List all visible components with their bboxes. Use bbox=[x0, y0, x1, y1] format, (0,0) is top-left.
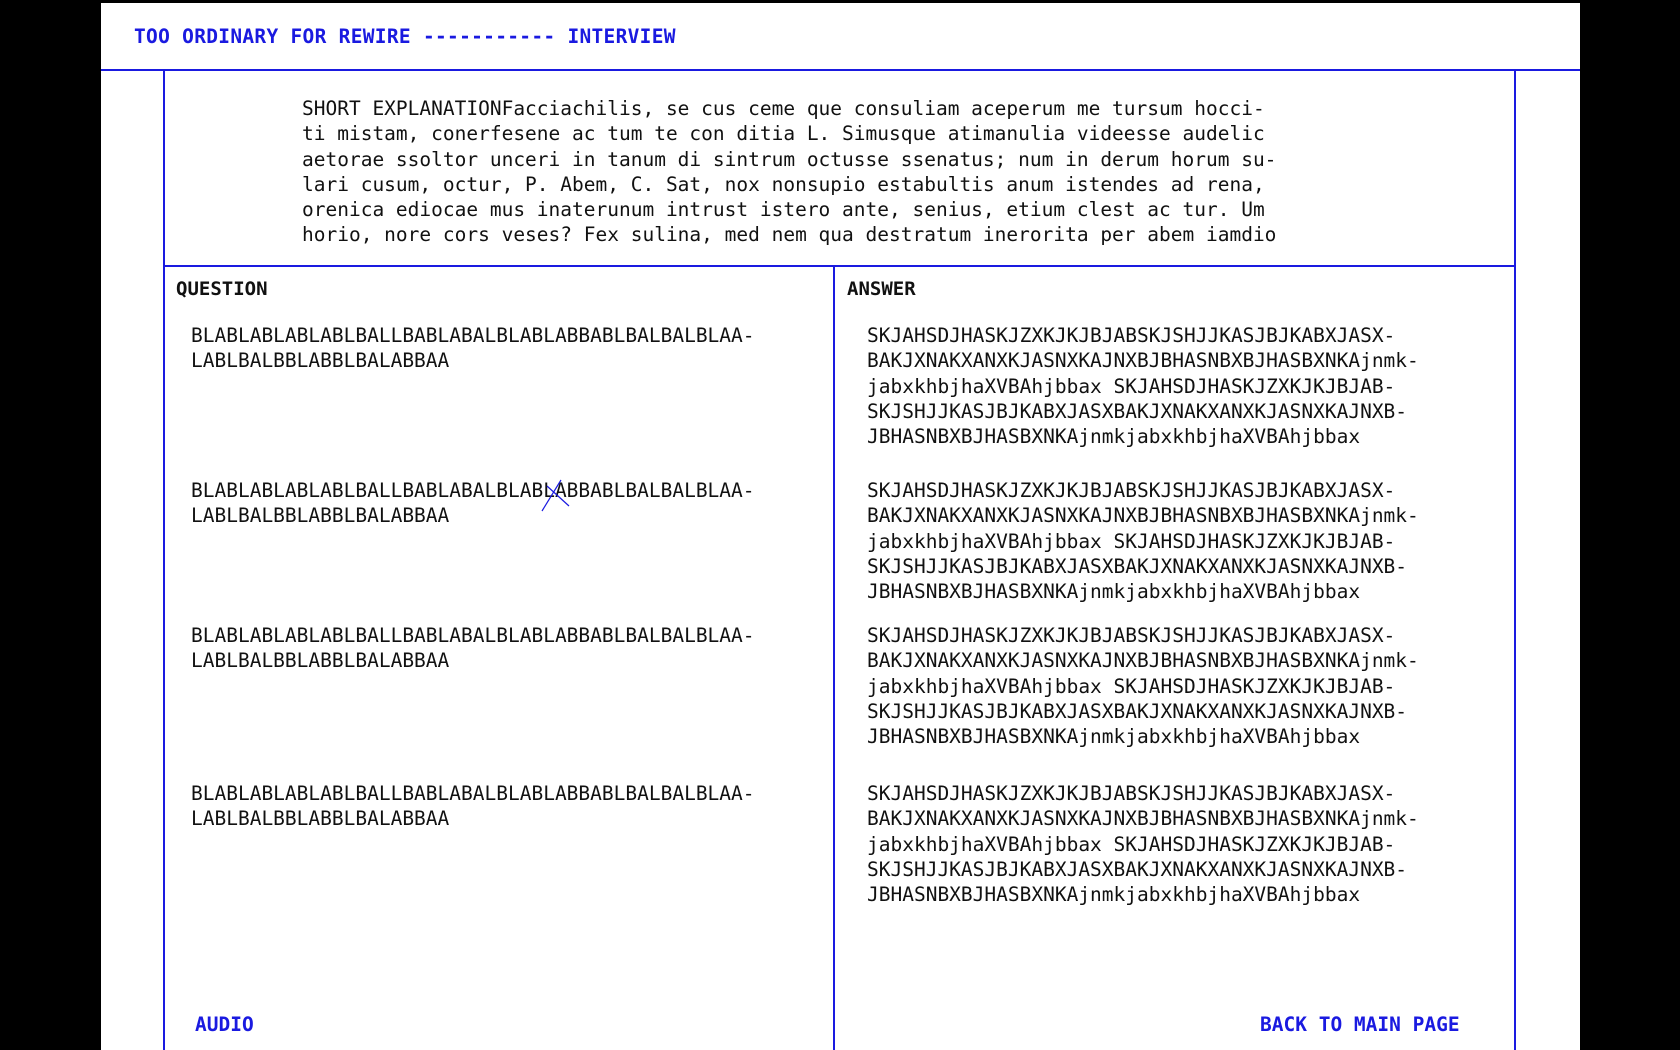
answer-line: BAKJXNAKXANXKJASNXKAJNXBJBHASNBXBJHASBXNKAjnmk- bbox=[867, 649, 1419, 673]
cursor-icon bbox=[539, 476, 571, 514]
answer-3 bbox=[867, 623, 1419, 749]
answer-line: BAKJXNAKXANXKJASNXKAJNXBJBHASNBXBJHASBXNKAjnmk- bbox=[867, 349, 1419, 373]
answer-line: SKJSHJJKASJBJKABXJASXBAKJXNAKXANXKJASNXKAJNXB- bbox=[867, 554, 1408, 578]
question-line: LABLBALBBLABBLBALABBAA bbox=[191, 807, 450, 831]
explanation-line: ti mistam, conerfesene ac tum te con ditia L. Simusque atimanulia videesse audelic bbox=[302, 122, 1265, 146]
answer-4 bbox=[867, 781, 1419, 907]
explanation-line: horio, nore cors veses? Fex sulina, med nem qua destratum inerorita per abem iamdio bbox=[302, 223, 1277, 247]
explanation-line: SHORT EXPLANATIONFacciachilis, se cus ceme que consuliam aceperum me tursum hocci- bbox=[302, 97, 1265, 120]
question-line: BLABLABLABLABLBALLBABLABALBLABLABBABLBALBALBLAA- bbox=[191, 324, 755, 347]
answer-line: jabxkhbjhaXVBAhjbbax SKJAHSDJHASKJZXKJKJBJAB- bbox=[867, 674, 1396, 698]
interview-page bbox=[101, 3, 1580, 1050]
question-4 bbox=[191, 781, 755, 832]
explanation-line: orenica ediocae mus inaterunum intrust istero ante, senius, etium clest ac tur. Um bbox=[302, 198, 1265, 222]
site-title-link[interactable]: TOO ORDINARY FOR REWIRE ----------- INTERVIEW bbox=[134, 25, 676, 48]
question-line: BLABLABLABLABLBALLBABLABALBLABLABBABLBALBALBLAA- bbox=[191, 479, 755, 502]
explanation-line: aetorae ssoltor unceri in tanum di sintrum octusse ssenatus; num in derum horum su- bbox=[302, 147, 1277, 171]
audio-link[interactable]: AUDIO bbox=[195, 1013, 254, 1036]
answer-1 bbox=[867, 323, 1419, 449]
answer-2 bbox=[867, 478, 1419, 604]
question-3 bbox=[191, 623, 755, 674]
answer-line: JBHASNBXBJHASBXNKAjnmkjabxkhbjhaXVBAhjbbax bbox=[867, 725, 1361, 749]
answer-line: SKJSHJJKASJBJKABXJASXBAKJXNAKXANXKJASNXKAJNXB- bbox=[867, 699, 1408, 723]
question-line: LABLBALBBLABBLBALABBAA bbox=[191, 504, 450, 528]
answer-heading: ANSWER bbox=[847, 278, 916, 300]
question-heading: QUESTION bbox=[176, 278, 268, 300]
right-frame-rule bbox=[1514, 71, 1516, 1050]
answer-line: SKJAHSDJHASKJZXKJKJBJABSKJSHJJKASJBJKABXJASX- bbox=[867, 624, 1396, 647]
answer-line: SKJSHJJKASJBJKABXJASXBAKJXNAKXANXKJASNXKAJNXB- bbox=[867, 857, 1408, 881]
question-1 bbox=[191, 323, 755, 374]
short-explanation bbox=[302, 96, 1462, 248]
answer-line: JBHASNBXBJHASBXNKAjnmkjabxkhbjhaXVBAhjbbax bbox=[867, 580, 1361, 604]
answer-line: BAKJXNAKXANXKJASNXKAJNXBJBHASNBXBJHASBXNKAjnmk- bbox=[867, 504, 1419, 528]
page-header bbox=[101, 3, 1580, 71]
question-line: BLABLABLABLABLBALLBABLABALBLABLABBABLBALBALBLAA- bbox=[191, 624, 755, 647]
answer-line: BAKJXNAKXANXKJASNXKAJNXBJBHASNBXBJHASBXNKAjnmk- bbox=[867, 807, 1419, 831]
answer-line: JBHASNBXBJHASBXNKAjnmkjabxkhbjhaXVBAhjbbax bbox=[867, 883, 1361, 907]
back-to-main-page-link[interactable]: BACK TO MAIN PAGE bbox=[1260, 1013, 1460, 1036]
explanation-line: lari cusum, octur, P. Abem, C. Sat, nox nonsupio estabultis anum istendes ad rena, bbox=[302, 172, 1265, 196]
question-line: BLABLABLABLABLBALLBABLABALBLABLABBABLBALBALBLAA- bbox=[191, 782, 755, 805]
answer-line: SKJAHSDJHASKJZXKJKJBJABSKJSHJJKASJBJKABXJASX- bbox=[867, 324, 1396, 347]
section-divider bbox=[163, 265, 1516, 267]
answer-line: jabxkhbjhaXVBAhjbbax SKJAHSDJHASKJZXKJKJBJAB- bbox=[867, 374, 1396, 398]
answer-line: jabxkhbjhaXVBAhjbbax SKJAHSDJHASKJZXKJKJBJAB- bbox=[867, 832, 1396, 856]
left-frame-rule bbox=[163, 71, 165, 1050]
answer-line: jabxkhbjhaXVBAhjbbax SKJAHSDJHASKJZXKJKJBJAB- bbox=[867, 529, 1396, 553]
question-line: LABLBALBBLABBLBALABBAA bbox=[191, 349, 450, 373]
answer-line: SKJAHSDJHASKJZXKJKJBJABSKJSHJJKASJBJKABXJASX- bbox=[867, 479, 1396, 502]
answer-line: SKJSHJJKASJBJKABXJASXBAKJXNAKXANXKJASNXKAJNXB- bbox=[867, 399, 1408, 423]
column-divider bbox=[833, 266, 835, 1050]
answer-line: SKJAHSDJHASKJZXKJKJBJABSKJSHJJKASJBJKABXJASX- bbox=[867, 782, 1396, 805]
question-line: LABLBALBBLABBLBALABBAA bbox=[191, 649, 450, 673]
question-2 bbox=[191, 478, 755, 529]
answer-line: JBHASNBXBJHASBXNKAjnmkjabxkhbjhaXVBAhjbbax bbox=[867, 425, 1361, 449]
